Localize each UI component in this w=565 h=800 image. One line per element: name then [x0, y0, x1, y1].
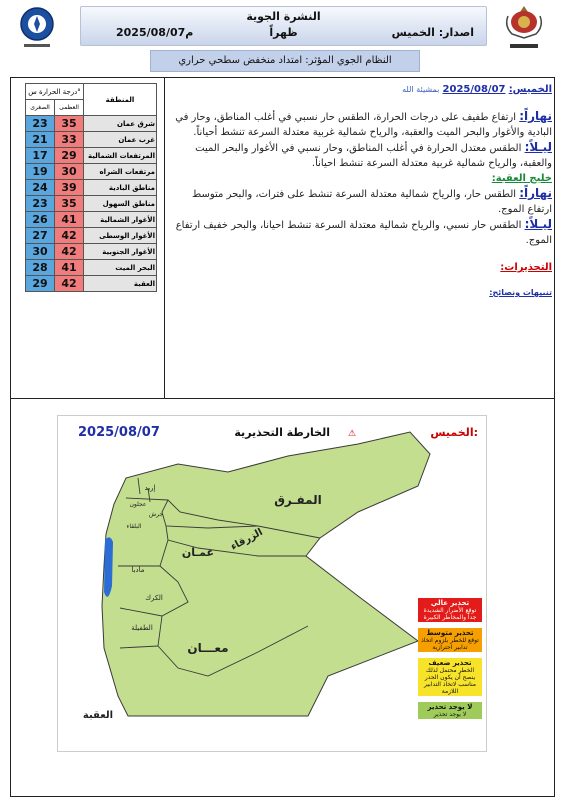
temp-max: 29 — [55, 148, 84, 164]
map-label-irbid: إربد — [144, 484, 156, 492]
max-header: العظمى — [55, 100, 84, 116]
forecast-panel — [168, 80, 552, 300]
temp-region: الأغوار الوسطى — [84, 228, 157, 244]
temp-region: غرب عمان — [84, 132, 157, 148]
bulletin-period: ظهراً — [269, 26, 298, 39]
temp-region: مناطق البادية — [84, 180, 157, 196]
temp-min: 19 — [26, 164, 55, 180]
map-day: الخميس: — [430, 426, 478, 439]
temp-max: 33 — [55, 132, 84, 148]
temp-max: 35 — [55, 196, 84, 212]
temp-max: 30 — [55, 164, 84, 180]
aqaba-label: خليج العقبة: — [491, 173, 552, 184]
legend-none: لا يوجد تحذير لا يوجد تحذير — [418, 702, 482, 719]
day1-text: ارتفاع طفيف على درجات الحرارة، الطقس حار نسبي في أغلب المناطق، وحار في البادية والأغوار والبحر الميت والعقبة، والرياح شمالية غربية معتدلة السرعة تنشط أحياناً. — [175, 112, 552, 138]
temp-max: 41 — [55, 212, 84, 228]
legend-low: تحذير ضعيف الخطر محتمل لذلك ينصح أن يكون الحذر مناسب لاتخاذ التدابير اللازمة — [418, 658, 482, 696]
map-label-ajloun: عجلون — [129, 501, 147, 508]
temp-header: درجة الحرارة س° — [26, 84, 84, 100]
night2-label: ليـلاً: — [524, 217, 552, 231]
temp-region: شرق عمان — [84, 116, 157, 132]
jordan-land — [102, 432, 430, 716]
map-label-karak: الكرك — [145, 594, 163, 602]
night1-label: ليـلاً: — [524, 140, 552, 154]
issue-date: 2025/08/07م — [116, 26, 194, 39]
temp-row — [26, 196, 157, 212]
map-label-aqaba: العقبة — [82, 710, 114, 721]
bulletin-title: النشرة الجوية — [246, 10, 321, 23]
temp-max: 42 — [55, 276, 84, 292]
map-label-zarqa: الزرقاء — [228, 526, 265, 553]
temp-region: الأغوار الشمالية — [84, 212, 157, 228]
temp-max: 42 — [55, 244, 84, 260]
temp-min: 26 — [26, 212, 55, 228]
map-label-balqa: البلقاء — [126, 523, 142, 530]
map-label-amman: عمـان — [181, 546, 215, 559]
jordan-emblem-icon — [500, 2, 548, 52]
temp-max: 35 — [55, 116, 84, 132]
warning-map — [57, 415, 487, 752]
temp-row — [26, 276, 157, 292]
temp-row — [26, 164, 157, 180]
temp-row — [26, 212, 157, 228]
night1-text: الطقس معتدل الحرارة في أغلب المناطق، وحار نسبي في الأغوار والبحر الميت والعقبة، والرياح شمالية غربية معتدلة السرعة تنشط احياناً. — [195, 143, 552, 169]
day2-label: نهاراً: — [519, 186, 552, 200]
bulletin-header — [80, 6, 487, 46]
temp-max: 41 — [55, 260, 84, 276]
temp-region: الأغوار الجنوبية — [84, 244, 157, 260]
warning-triangle-icon: ⚠ — [348, 429, 357, 439]
issue-label: اصدار: الخميس — [391, 26, 474, 39]
weather-system-bar: النظام الجوي المؤثر: امتداد منخفض سطحي حراري — [150, 50, 420, 72]
legend-high: تحذير عالي توقع الأضرار الشديدة جداً والمخاطر الكبيرة — [418, 598, 482, 622]
temp-max: 39 — [55, 180, 84, 196]
temp-region: العقبة — [84, 276, 157, 292]
divider-vertical — [164, 77, 165, 398]
region-header: المنطقة — [84, 84, 157, 116]
forecast-date: 2025/08/07 — [442, 84, 506, 95]
temp-region: البحر الميت — [84, 260, 157, 276]
advice-label: تنبيهات ونصائح: — [489, 288, 552, 297]
insha: بمشيئة الله — [402, 85, 440, 94]
day1-label: نهاراً: — [519, 109, 552, 123]
map-title: الخارطة التحذيرية — [234, 426, 330, 439]
temp-region: مرتفعات الشراه — [84, 164, 157, 180]
map-label-tafilah: الطفيلة — [131, 624, 153, 632]
legend-medium: تحذير متوسط توقع للخطر بلزوم اتخاذ تدابير احترازية — [418, 628, 482, 652]
temp-row — [26, 116, 157, 132]
temp-min: 17 — [26, 148, 55, 164]
temp-row — [26, 132, 157, 148]
temp-region: مناطق السهول — [84, 196, 157, 212]
warnings-label: التحذيرات: — [500, 262, 552, 273]
temp-row — [26, 244, 157, 260]
day2-text: الطقس حار، والرياح شمالية معتدلة السرعة تنشط على فترات، والبحر متوسط ارتفاع الموج. — [191, 189, 552, 215]
temp-min: 23 — [26, 196, 55, 212]
map-label-mafraq: المفـرق — [274, 493, 322, 507]
temp-min: 29 — [26, 276, 55, 292]
temp-row — [26, 260, 157, 276]
temp-region: المرتفعات الشمالية — [84, 148, 157, 164]
temp-min: 24 — [26, 180, 55, 196]
temp-min: 27 — [26, 228, 55, 244]
map-legend — [418, 598, 482, 719]
temp-min: 23 — [26, 116, 55, 132]
left-logo — [18, 6, 56, 52]
temp-min: 21 — [26, 132, 55, 148]
temp-row — [26, 228, 157, 244]
day-label: الخميس: — [508, 84, 552, 95]
map-label-jerash: جرش — [148, 511, 164, 518]
temp-row — [26, 148, 157, 164]
map-label-maan: معـــان — [187, 641, 229, 655]
temp-min: 28 — [26, 260, 55, 276]
right-logo — [500, 2, 548, 52]
temperature-table — [25, 83, 157, 292]
temp-max: 42 — [55, 228, 84, 244]
night2-text: الطقس حار نسبي، والرياح شمالية معتدلة السرعة تنشط احيانا، والبحر خفيف ارتفاع الموج. — [175, 220, 552, 246]
temp-row — [26, 180, 157, 196]
map-label-madaba: مادبا — [131, 566, 145, 574]
temp-min: 30 — [26, 244, 55, 260]
min-header: الصغرى — [26, 100, 55, 116]
map-date: 2025/08/07 — [78, 425, 160, 440]
meteorology-logo-icon — [18, 6, 56, 52]
divider-horizontal — [10, 398, 555, 399]
